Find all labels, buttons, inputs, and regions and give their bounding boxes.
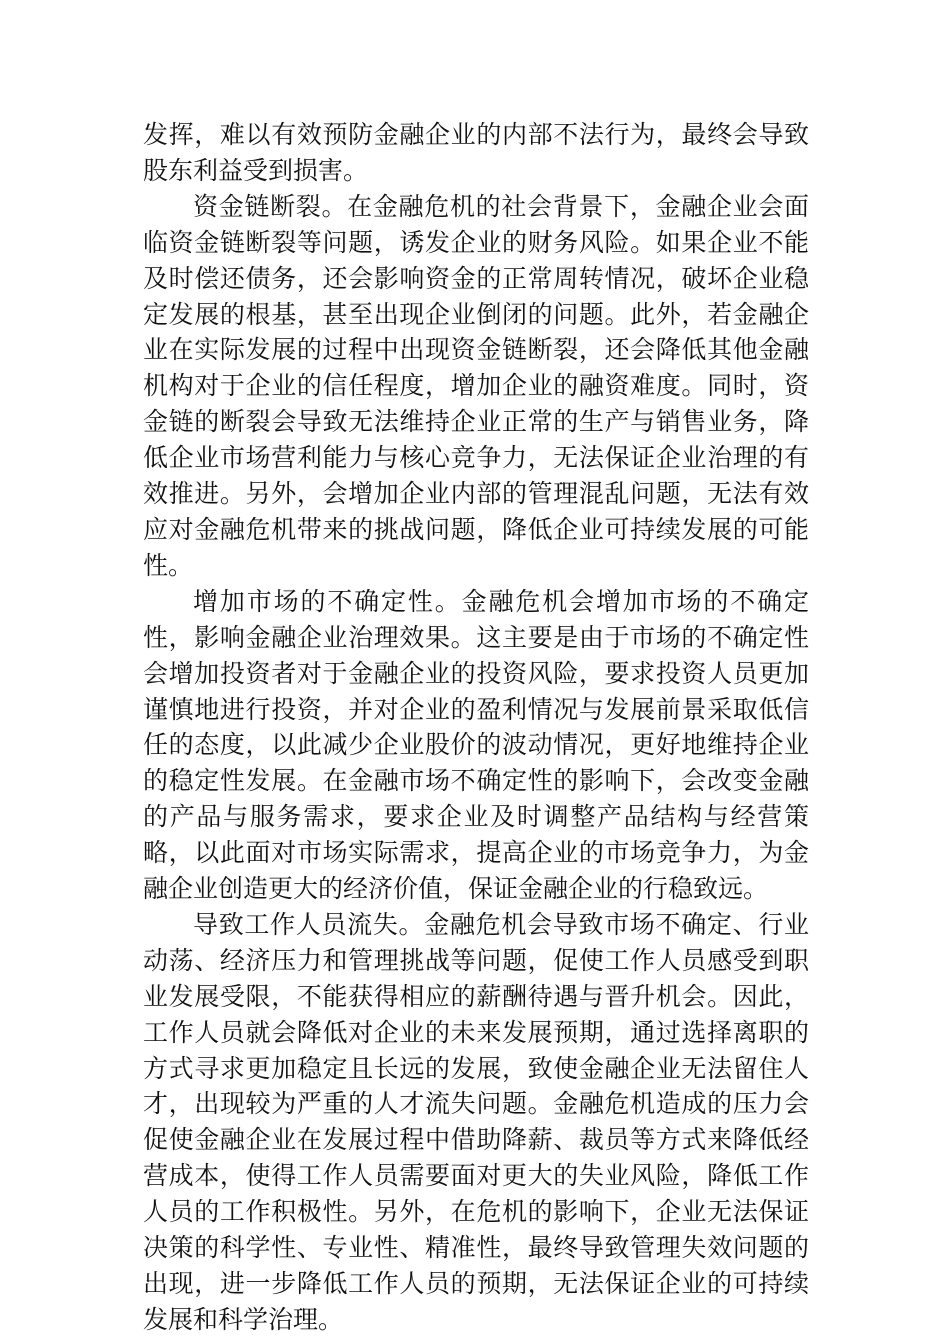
document-body <box>143 117 809 1338</box>
paragraph-market-uncertainty: 增加市场的不确定性。金融危机会增加市场的不确定性，影响金融企业治理效果。这主要是由于市场的不确定性会增加投资者对于金融企业的投资风险，要求投资人员更加谨慎地进行投资，并对企业的盈利情况与发展前景采取低信任的态度，以此减少企业股价的波动情况，更好地维持企业的稳定性发展。在金融市场不确定性的影响下，会改变金融的产品与服务需求，要求企业及时调整产品结构与经营策略，以此面对市场实际需求，提高企业的市场竞争力，为金融企业创造更大的经济价值，保证金融企业的行稳致远。 <box>143 586 809 904</box>
paragraph-continuation: 发挥，难以有效预防金融企业的内部不法行为，最终会导致股东利益受到损害。 <box>143 120 809 185</box>
paragraph-staff-loss: 导致工作人员流失。金融危机会导致市场不确定、行业动荡、经济压力和管理挑战等问题，促使工作人员感受到职业发展受限，不能获得相应的薪酬待遇与晋升机会。因此，工作人员就会降低对企业的未来发展预期，通过选择离职的方式寻求更加稳定且长远的发展，致使金融企业无法留住人才，出现较为严重的人才流失问题。金融危机造成的压力会促使金融企业在发展过程中借助降薪、裁员等方式来降低经营成本，使得工作人员需要面对更大的失业风险，降低工作人员的工作积极性。另外，在危机的影响下，企业无法保证决策的科学性、专业性、精准性，最终导致管理失效问题的出现，进一步降低工作人员的预期，无法保证企业的可持续发展和科学治理。 <box>143 909 809 1334</box>
paragraph-capital-chain: 资金链断裂。在金融危机的社会背景下，金融企业会面临资金链断裂等问题，诱发企业的财务风险。如果企业不能及时偿还债务，还会影响资金的正常周转情况，破坏企业稳定发展的根基，甚至出现企业倒闭的问题。此外，若金融企业在实际发展的过程中出现资金链断裂，还会降低其他金融机构对于企业的信任程度，增加企业的融资难度。同时，资金链的断裂会导致无法维持企业正常的生产与销售业务，降低企业市场营利能力与核心竞争力，无法保证企业治理的有效推进。另外，会增加企业内部的管理混乱问题，无法有效应对金融危机带来的挑战问题，降低企业可持续发展的可能性。 <box>143 191 809 580</box>
